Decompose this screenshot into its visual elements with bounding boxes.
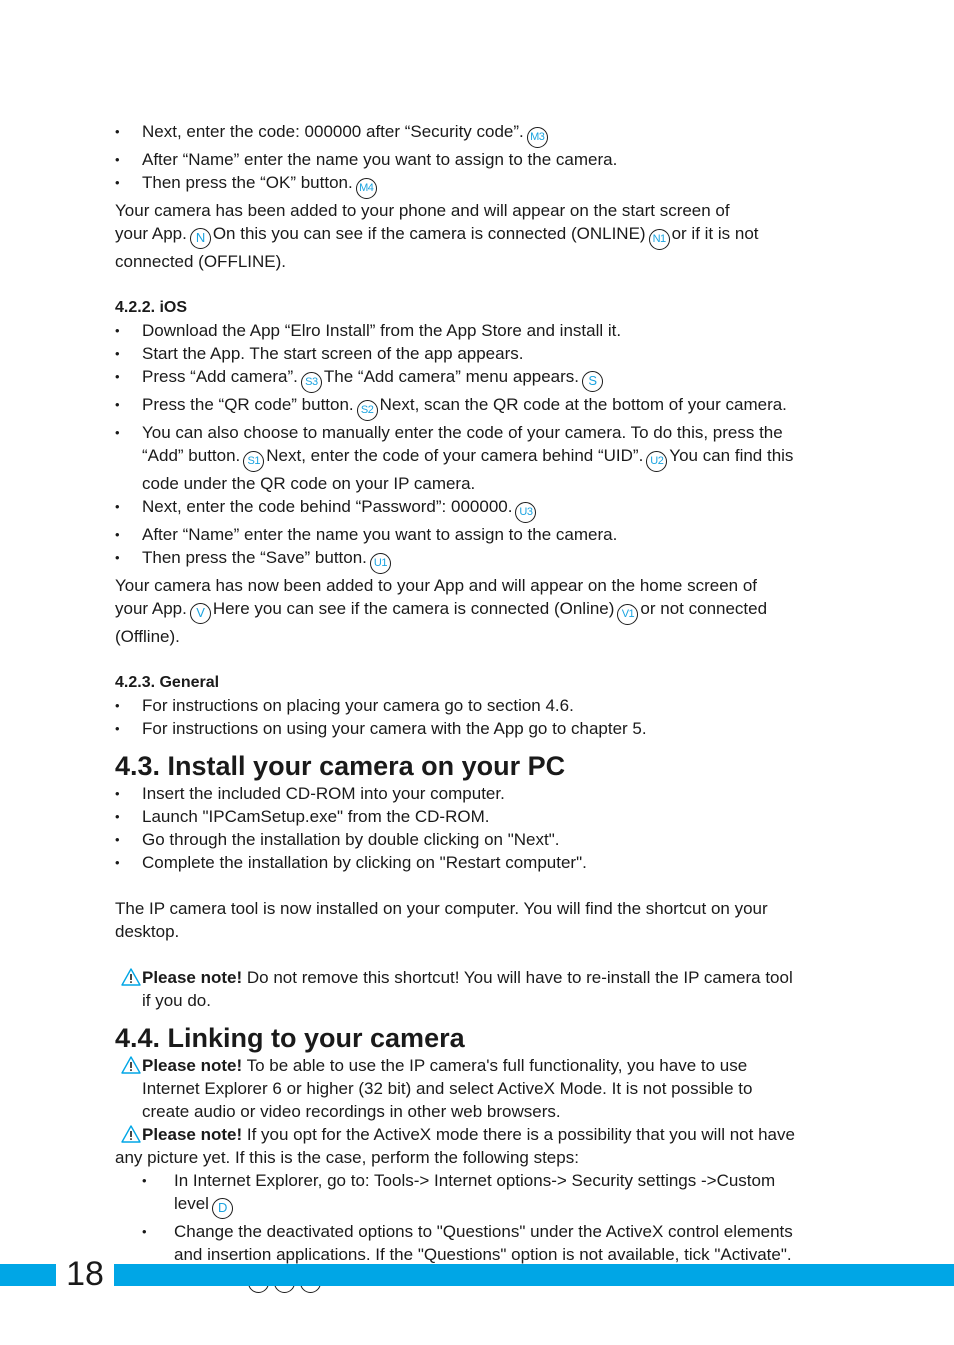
list-item-text: Next, enter the code: 000000 after “Security code”. bbox=[142, 122, 524, 141]
note-label: Please note! bbox=[142, 1056, 243, 1075]
list-item bbox=[115, 851, 845, 874]
figure-ref-badge: M4 bbox=[356, 178, 377, 199]
text: level bbox=[174, 1194, 209, 1213]
list-item bbox=[115, 342, 845, 365]
list-item-text: In Internet Explorer, go to: Tools-> Internet options-> Security settings ->Custom bbox=[174, 1171, 776, 1190]
warning-note bbox=[115, 966, 845, 1012]
figure-ref-badge: N bbox=[190, 228, 211, 249]
note-line: Internet Explorer 6 or higher (32 bit) and select ActiveX Mode. It is not possible to bbox=[142, 1079, 753, 1098]
list-item-text: You can also choose to manually enter the code of your camera. To do this, press the bbox=[142, 423, 783, 442]
figure-ref-badge: U3 bbox=[515, 502, 536, 523]
list-item-text: Press “Add camera”. bbox=[142, 367, 298, 386]
text: “Add” button. bbox=[142, 446, 241, 465]
note-line bbox=[115, 1123, 845, 1146]
list-item bbox=[115, 1169, 845, 1192]
list-item bbox=[115, 523, 845, 546]
paragraph-line: Your camera has been added to your phone and will appear on the start screen of bbox=[115, 201, 730, 220]
paragraph-line bbox=[115, 222, 845, 250]
figure-ref-badge: D bbox=[212, 1198, 233, 1219]
list-item-text: Next, enter the code behind “Password”: 000000. bbox=[142, 497, 513, 516]
subsection-heading-general: 4.2.3. General bbox=[115, 674, 220, 691]
warning-icon bbox=[121, 1056, 141, 1074]
paragraph-line bbox=[115, 597, 845, 625]
paragraph-line: desktop. bbox=[115, 922, 180, 941]
list-item-continuation bbox=[115, 444, 845, 472]
note-line: if you do. bbox=[142, 991, 211, 1010]
text: Do not remove this shortcut! You will have to re-install the IP camera tool bbox=[242, 968, 793, 987]
page-content bbox=[115, 120, 845, 1293]
list-item bbox=[115, 828, 845, 851]
list-item bbox=[115, 1220, 845, 1243]
figure-ref-badge: S3 bbox=[301, 372, 322, 393]
figure-ref-badge: S2 bbox=[357, 400, 378, 421]
list-item-text: Start the App. The start screen of the app appears. bbox=[142, 344, 524, 363]
figure-ref-badge: S1 bbox=[243, 451, 264, 472]
note-line bbox=[115, 966, 845, 989]
list-item bbox=[115, 319, 845, 342]
warning-note bbox=[115, 1054, 845, 1123]
list-item-text: The “Add camera” menu appears. bbox=[323, 367, 580, 386]
list-item bbox=[115, 365, 845, 393]
paragraph-line: The IP camera tool is now installed on your computer. You will find the shortcut on your bbox=[115, 899, 768, 918]
text: or not connected bbox=[640, 599, 768, 618]
list-item-text: For instructions on placing your camera go to section 4.6. bbox=[142, 696, 574, 715]
figure-ref-badge: U2 bbox=[646, 451, 667, 472]
list-item-text: Download the App “Elro Install” from the App Store and install it. bbox=[142, 321, 622, 340]
text: To be able to use the IP camera's full functionality, you have to use bbox=[242, 1056, 748, 1075]
list-item-text: Then press the “OK” button. bbox=[142, 173, 353, 192]
list-item bbox=[115, 171, 845, 199]
note-label: Please note! bbox=[142, 968, 243, 987]
figure-ref-badge: V1 bbox=[617, 604, 638, 625]
note-line: create audio or video recordings in other web browsers. bbox=[142, 1102, 561, 1121]
text: your App. bbox=[115, 599, 187, 618]
text: On this you can see if the camera is connected (ONLINE) bbox=[212, 224, 646, 243]
text: You can find this bbox=[669, 446, 794, 465]
text: Next, enter the code of your camera behind “UID”. bbox=[266, 446, 644, 465]
list-item-text: Change the deactivated options to "Questions" under the ActiveX control elements bbox=[174, 1222, 793, 1241]
list-item bbox=[115, 546, 845, 574]
note-label: Please note! bbox=[142, 1125, 243, 1144]
text: Here you can see if the camera is connected (Online) bbox=[212, 599, 615, 618]
text: your App. bbox=[115, 224, 187, 243]
text: If you opt for the ActiveX mode there is a possibility that you will not have bbox=[242, 1125, 795, 1144]
list-item-continuation bbox=[115, 1192, 845, 1219]
note-line: any picture yet. If this is the case, perform the following steps: bbox=[115, 1148, 579, 1167]
list-item bbox=[115, 717, 845, 740]
list-item-continuation: and insertion applications. If the "Questions" option is not available, tick "Activate". bbox=[174, 1245, 792, 1264]
list-item-text: After “Name” enter the name you want to assign to the camera. bbox=[142, 150, 618, 169]
list-item bbox=[115, 148, 845, 171]
figure-ref-badge: S bbox=[582, 371, 603, 392]
list-item bbox=[115, 120, 845, 148]
list-item bbox=[115, 782, 845, 805]
list-item bbox=[115, 805, 845, 828]
footer-bar bbox=[0, 1264, 954, 1286]
list-item bbox=[115, 393, 845, 421]
subsection-heading-ios: 4.2.2. iOS bbox=[115, 299, 188, 316]
page-number: 18 bbox=[66, 1255, 104, 1293]
section-heading-install-pc: 4.3. Install your camera on your PC bbox=[115, 751, 566, 781]
list-item-text: Then press the “Save” button. bbox=[142, 548, 367, 567]
paragraph-line: (Offline). bbox=[115, 627, 180, 646]
list-item bbox=[115, 495, 845, 523]
figure-ref-badge: U1 bbox=[370, 553, 391, 574]
warning-icon bbox=[121, 968, 141, 986]
list-item-text: After “Name” enter the name you want to assign to the camera. bbox=[142, 525, 618, 544]
list-item-text: Go through the installation by double clicking on "Next". bbox=[142, 830, 560, 849]
warning-icon bbox=[121, 1125, 141, 1143]
paragraph-line: connected (OFFLINE). bbox=[115, 252, 287, 271]
list-item-text: Press the “QR code” button. bbox=[142, 395, 354, 414]
list-item-text: Next, scan the QR code at the bottom of your camera. bbox=[379, 395, 787, 414]
list-item bbox=[115, 421, 845, 444]
warning-note bbox=[115, 1123, 845, 1169]
figure-ref-badge: V bbox=[190, 603, 211, 624]
figure-ref-badge: N1 bbox=[649, 229, 670, 250]
figure-ref-badge: M3 bbox=[527, 127, 548, 148]
list-item bbox=[115, 694, 845, 717]
list-item-text: Complete the installation by clicking on "Restart computer". bbox=[142, 853, 587, 872]
section-heading-linking: 4.4. Linking to your camera bbox=[115, 1023, 465, 1053]
list-item-continuation: code under the QR code on your IP camera. bbox=[142, 474, 476, 493]
note-line bbox=[115, 1054, 845, 1077]
list-item-text: For instructions on using your camera with the App go to chapter 5. bbox=[142, 719, 647, 738]
text: or if it is not bbox=[671, 224, 759, 243]
paragraph-line: Your camera has now been added to your App and will appear on the home screen of bbox=[115, 576, 758, 595]
list-item-text: Launch "IPCamSetup.exe" from the CD-ROM. bbox=[142, 807, 490, 826]
list-item-text: Insert the included CD-ROM into your computer. bbox=[142, 784, 505, 803]
